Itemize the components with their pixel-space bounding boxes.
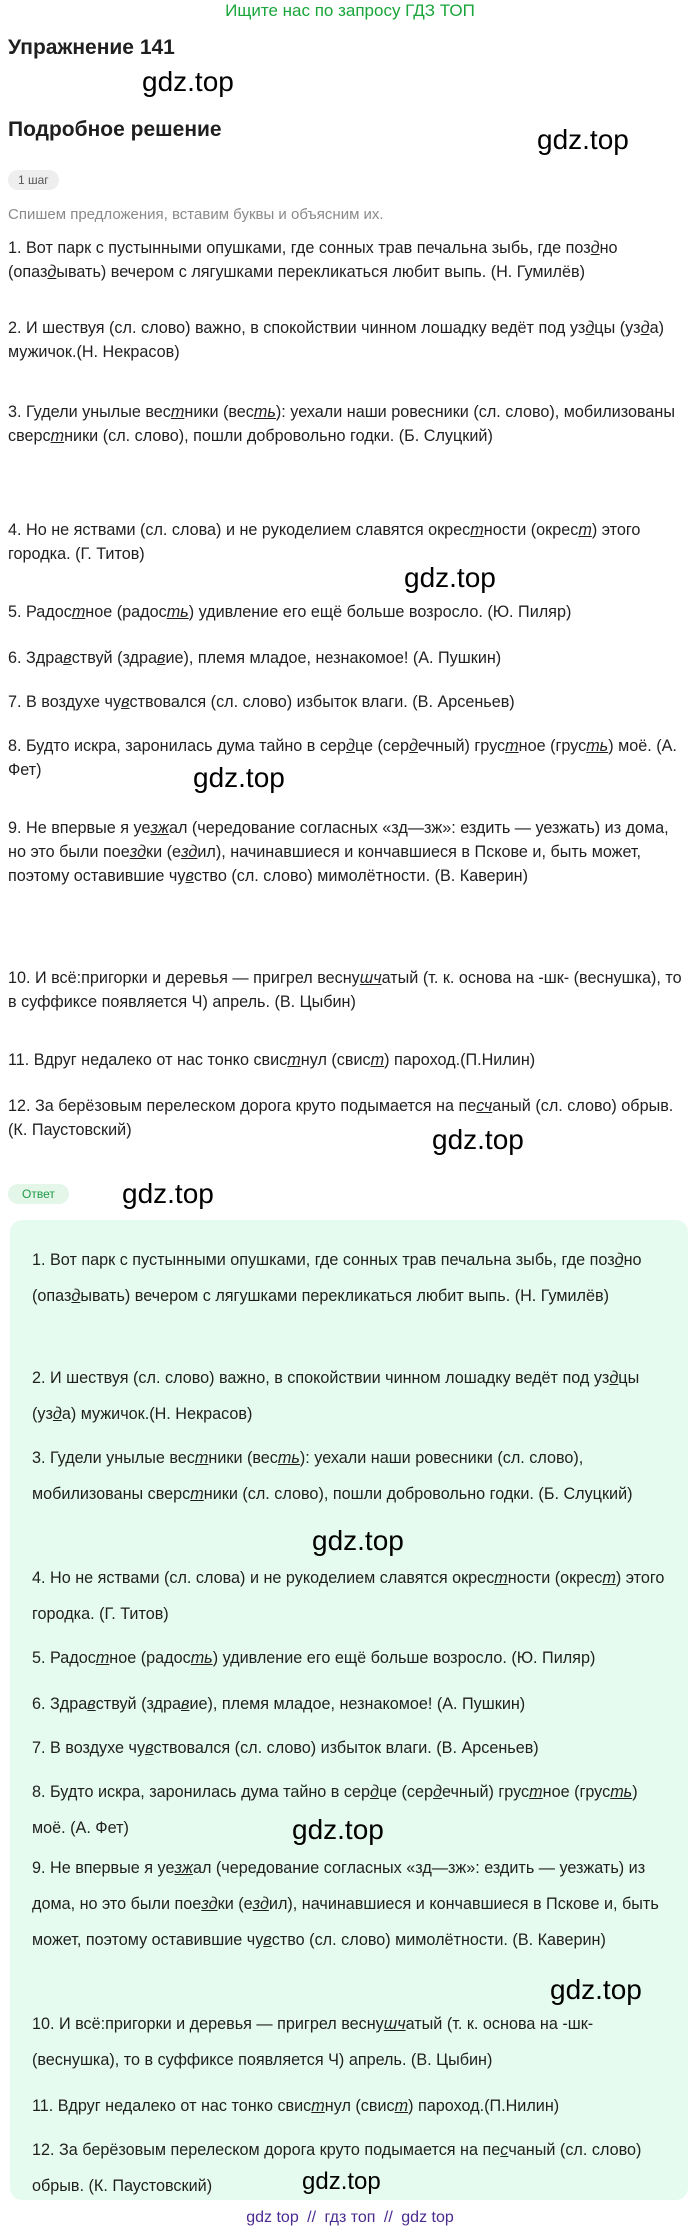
answer-sentence-1: 1. Вот парк с пустынными опушками, где сонных трав печальна зыбь, где поздно (опаздывать) вечером с лягушками перекликаться любит выпь. (Н. Гумилёв) <box>32 1251 642 1305</box>
answer-sentence-8: 8. Будто искра, заронилась дума тайно в сердце (сердечный) грустное (грусть) моё. (А. Фет) <box>32 1783 638 1837</box>
footer-link-2[interactable]: гдз топ <box>324 2209 376 2226</box>
answer-sentence-4: 4. Но не яствами (сл. слова) и не рукоделием славятся окрестности (окрест) этого городка. (Г. Титов) <box>32 1569 665 1623</box>
section-title: Подробное решение <box>8 118 222 141</box>
footer-links <box>0 2207 700 2229</box>
footer-link-1[interactable]: gdz top <box>246 2209 299 2226</box>
solution-sentence-5: 5. Радостное (радость) удивление его ещё больше возросло. (Ю. Пиляр) <box>8 603 572 621</box>
watermark: gdz.top <box>122 1178 214 1209</box>
watermark: gdz.top <box>312 1525 404 1556</box>
answer-sentence-10: 10. И всё:пригорки и деревья — пригрел веснушчатый (т. к. основа на -шк- (веснушка), то в суффиксе появляется Ч) апрель. (В. Цыбин) <box>32 2015 594 2069</box>
answer-badge: Ответ <box>8 1184 69 1204</box>
watermark: gdz.top <box>537 124 629 155</box>
answer-sentence-9: 9. Не впервые я уезжал (чередование согласных «зд—зж»: ездить — уезжать) из дома, но это были поездки (ездил), начинавшиеся и кончавшиеся в Пскове и, быть может, поэтому оставившие чувство (сл. слово) мимолётности. (В. Каверин) <box>32 1859 659 1949</box>
answer-sentence-12: 12. За берёзовым перелеском дорога круто подымается на песчаный (сл. слово) обрыв. (К. Паустовский) <box>32 2141 642 2195</box>
watermark: gdz.top <box>292 1814 384 1845</box>
solution-sentence-9: 9. Не впервые я уезжал (чередование согласных «зд—зж»: ездить — уезжать) из дома, но это были поездки (ездил), начинавшиеся и кончавшиеся в Пскове и, быть может, поэтому оставившие чувство (сл. слово) мимолётности. (В. Каверин) <box>8 819 669 885</box>
intro-text: Спишем предложения, вставим буквы и объясним их. <box>8 206 384 223</box>
solution-sentence-6: 6. Здравствуй (здравие), племя младое, незнакомое! (А. Пушкин) <box>8 649 502 667</box>
watermark: gdz.top <box>142 66 234 97</box>
solution-sentence-12: 12. За берёзовым перелеском дорога круто подымается на песчаный (сл. слово) обрыв. (К. Паустовский) <box>8 1097 674 1139</box>
watermark: gdz.top <box>193 762 285 793</box>
watermark: gdz.top <box>302 2168 381 2195</box>
solution-sentence-11: 11. Вдруг недалеко от нас тонко свистнул (свист) пароход.(П.Нилин) <box>8 1051 536 1069</box>
solution-sentence-1: 1. Вот парк с пустынными опушками, где сонных трав печальна зыбь, где поздно (опаздывать) вечером с лягушками перекликаться любит выпь. (Н. Гумилёв) <box>8 239 618 281</box>
watermark: gdz.top <box>432 1124 524 1155</box>
answer-sentence-3: 3. Гудели унылые вестники (весть): уехали наши ровесники (сл. слово), мобилизованы сверстники (сл. слово), пошли добровольно годки. (Б. Слуцкий) <box>32 1449 633 1503</box>
footer-link-3[interactable]: gdz top <box>401 2209 454 2226</box>
page-title: Упражнение 141 <box>8 36 175 59</box>
watermark: gdz.top <box>550 1974 642 2005</box>
step-badge: 1 шаг <box>8 170 59 190</box>
solution-sentence-3: 3. Гудели унылые вестники (весть): уехали наши ровесники (сл. слово), мобилизованы сверстники (сл. слово), пошли добровольно годки. (Б. Слуцкий) <box>8 403 675 445</box>
answer-sentence-5: 5. Радостное (радость) удивление его ещё больше возросло. (Ю. Пиляр) <box>32 1649 596 1667</box>
footer-separator: // <box>383 2209 393 2226</box>
solution-sentence-2: 2. И шествуя (сл. слово) важно, в спокойствии чинном лошадку ведёт под уздцы (узда) мужичок.(Н. Некрасов) <box>8 319 664 361</box>
answer-sentence-2: 2. И шествуя (сл. слово) важно, в спокойствии чинном лошадку ведёт под уздцы (узда) мужичок.(Н. Некрасов) <box>32 1369 640 1423</box>
solution-sentence-10: 10. И всё:пригорки и деревья — пригрел веснушчатый (т. к. основа на -шк- (веснушка), то в суффиксе появляется Ч) апрель. (В. Цыбин) <box>8 969 682 1011</box>
solution-sentence-4: 4. Но не яствами (сл. слова) и не рукоделием славятся окрестности (окрест) этого городка. (Г. Титов) <box>8 521 641 563</box>
answer-sentence-6: 6. Здравствуй (здравие), племя младое, незнакомое! (А. Пушкин) <box>32 1695 526 1713</box>
search-banner[interactable]: Ищите нас по запросу ГДЗ ТОП <box>225 1 475 20</box>
answer-sentence-7: 7. В воздухе чувствовался (сл. слово) избыток влаги. (В. Арсеньев) <box>32 1739 539 1757</box>
solution-sentence-8: 8. Будто искра, заронилась дума тайно в сердце (сердечный) грустное (грусть) моё. (А. Фет) <box>8 737 677 779</box>
answer-sentence-11: 11. Вдруг недалеко от нас тонко свистнул (свист) пароход.(П.Нилин) <box>32 2097 560 2115</box>
watermark: gdz.top <box>404 562 496 593</box>
footer-separator: // <box>307 2209 317 2226</box>
solution-sentence-7: 7. В воздухе чувствовался (сл. слово) избыток влаги. (В. Арсеньев) <box>8 693 515 711</box>
